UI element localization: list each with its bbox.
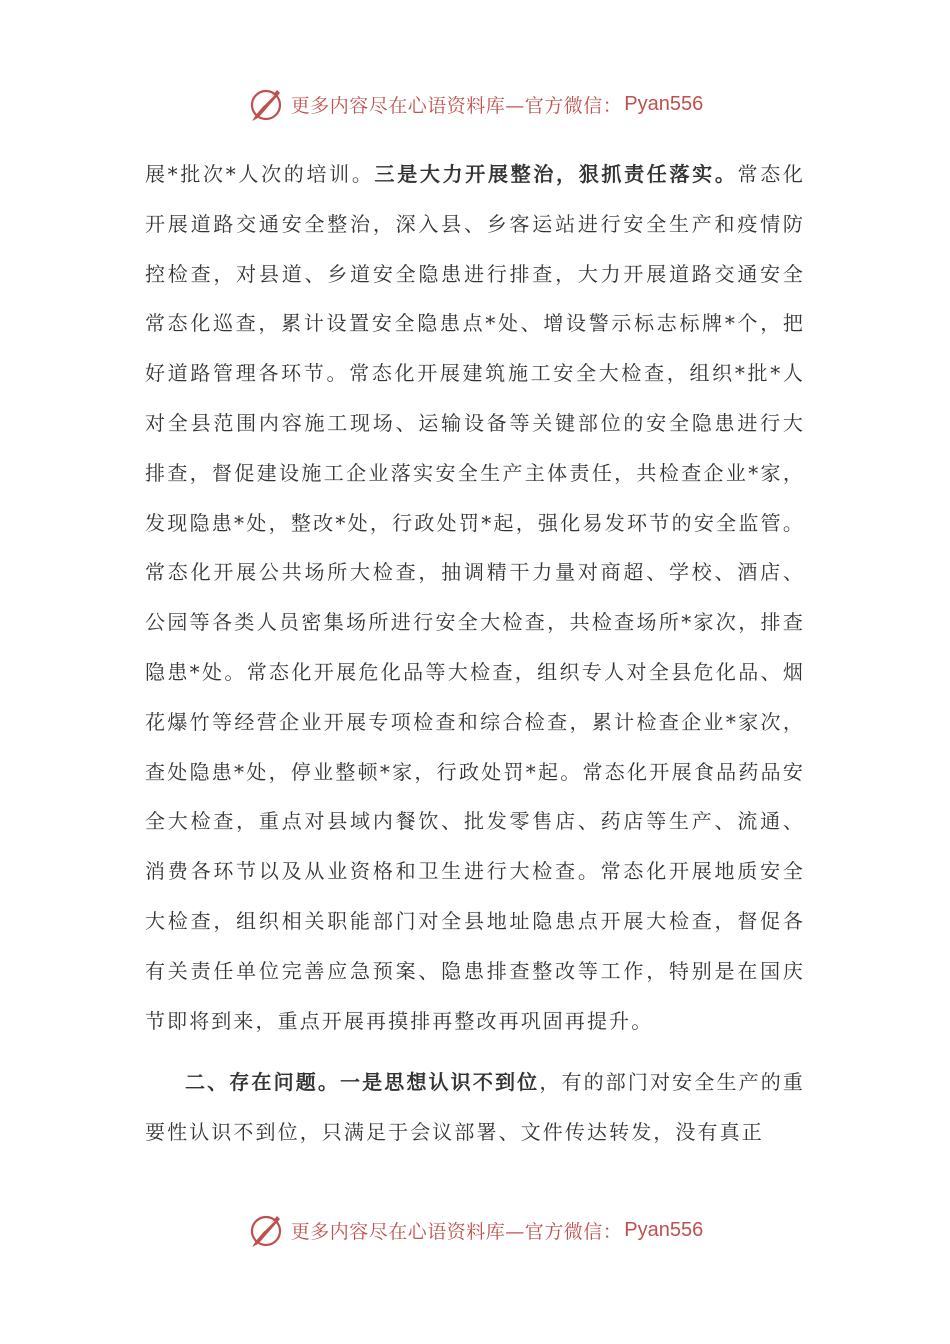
quill-logo-icon	[247, 1210, 287, 1250]
document-body	[145, 150, 805, 1158]
paragraph-2-body: ，有的部门对安全生产的重要性认识不到位，只满足于会议部署、文件传达转发，没有真正	[145, 1070, 805, 1145]
footer-banner	[0, 1210, 950, 1250]
paragraph-1-heading: 三是大力开展整治，狠抓责任落实。	[374, 162, 738, 186]
paragraph-1	[145, 150, 805, 1046]
paragraph-1-lead: 展*批次*人次的培训。	[145, 162, 375, 186]
footer-wechat-id: Pyan556	[624, 1218, 704, 1241]
paragraph-2-heading: 二、存在问题。一是思想认识不到位	[185, 1070, 540, 1095]
header-banner	[0, 84, 950, 124]
header-wechat-id: Pyan556	[624, 92, 704, 115]
header-banner-text: 更多内容尽在心语资料库—官方微信：	[290, 94, 623, 117]
paragraph-2	[145, 1058, 805, 1158]
footer-banner-text: 更多内容尽在心语资料库—官方微信：	[290, 1220, 623, 1243]
quill-logo-icon	[247, 84, 287, 124]
paragraph-1-body: 常态化开展道路交通安全整治，深入县、乡客运站进行安全生产和疫情防控检查，对县道、乡道安全隐患进行排查，大力开展道路交通安全常态化巡查，累计设置安全隐患点*处、增设警示标志标牌*个，把好道路管理各环节。常态化开展建筑施工安全大检查，组织*批*人对全县范围内容施工现场、运输设备等关键部位的安全隐患进行大排查，督促建设施工企业落实安全生产主体责任，共检查企业*家，发现隐患*处，整改*处，行政处罚*起，强化易发环节的安全监管。常态化开展公共场所大检查，抽调精干力量对商超、学校、酒店、公园等各类人员密集场所进行安全大检查，共检查场所*家次，排查隐患*处。常态化开展危化品等大检查，组织专人对全县危化品、烟花爆竹等经营企业开展专项检查和综合检查，累计检查企业*家次，查处隐患*处，停业整顿*家，行政处罚*起。常态化开展食品药品安全大检查，重点对县域内餐饮、批发零售店、药店等生产、流通、消费各环节以及从业资格和卫生进行大检查。常态化开展地质安全大检查，组织相关职能部门对全县地址隐患点开展大检查，督促各有关责任单位完善应急预案、隐患排查整改等工作，特别是在国庆节即将到来，重点开展再摸排再整改再巩固再提升。	[145, 162, 805, 1033]
